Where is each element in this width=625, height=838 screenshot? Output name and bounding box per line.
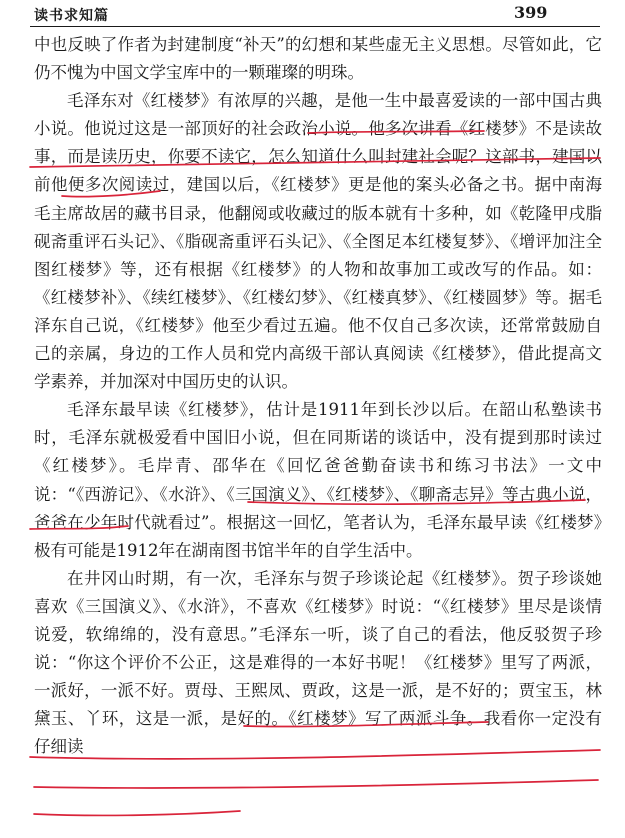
header-title: 读书求知篇 bbox=[34, 8, 109, 24]
paragraph-continued: 中也反映了作者为封建制度“补天”的幻想和某些虚无主义思想。尽管如此，它仍不愧为中国文学宝库中的一颗璀璨的明珠。 bbox=[34, 35, 602, 83]
paragraph-jinggangshan: 在井冈山时期，有一次，毛泽东与贺子珍谈论起《红楼梦》。贺子珍谈她喜欢《三国演义》、《水浒》，不喜欢《红楼梦》时说：“《红楼梦》里尽是谈情说爱，软绵绵的，没有意思。”毛泽东一听，谈了自己的看法，他反驳贺子珍说：“你这个评价不公正，这是难得的一本好书呢！《红楼梦》里写了两派，一派好，一派不好。贾母、王熙凤、贾政，这是一派，是不好的；贾宝玉，林黛玉、丫环，这是一派，是好的。《红楼梦》写了两派斗争。我看你一定没有仔细读 bbox=[34, 568, 602, 757]
underline-mark bbox=[34, 780, 598, 788]
paragraph-first-reading: 毛泽东最早读《红楼梦》，估计是1911年到长沙以后。在韶山私塾读书时，毛泽东就极爱看中国旧小说，但在同斯诺的谈话中，没有提到那时读过《红楼梦》。毛岸青、邵华在《回忆爸爸勤奋读书和练习书法》一文中说：“《西游记》、《水浒》、《三国演义》、《红楼梦》、《聊斋志异》等古典小说，爸爸在少年时代就看过”。根据这一回忆，笔者认为，毛泽东最早读《红楼梦》极有可能是1912年在湖南图书馆半年的自学生活中。 bbox=[34, 400, 602, 560]
text-body bbox=[34, 31, 602, 761]
running-header bbox=[0, 0, 625, 28]
page-number: 399 bbox=[514, 3, 548, 22]
paragraph-mao-interest: 毛泽东对《红楼梦》有浓厚的兴趣，是他一生中最喜爱读的一部中国古典小说。他说过这是一部顶好的社会政治小说。他多次讲看《红楼梦》不是读故事，而是读历史，你要不读它，怎么知道什么叫封建社会呢？这部书，建国以前他便多次阅读过，建国以后，《红楼梦》更是他的案头必备之书。据中南海毛主席故居的藏书目录，他翻阅或收藏过的版本就有十多种，如《乾隆甲戌脂砚斋重评石头记》、《脂砚斋重评石头记》、《全图足本红楼复梦》、《增评加注全图红楼梦》等，还有根据《红楼梦》的人物和故事加工或改写的作品。如：《红楼梦补》、《续红楼梦》、《红楼幻梦》、《红楼真梦》、《红楼圆梦》等。据毛泽东自己说，《红楼梦》他至少看过五遍。他不仅自己多次读，还常常鼓励自己的亲属，身边的工作人员和党内高级干部认真阅读《红楼梦》，借此提高文学素养，并加深对中国历史的认识。 bbox=[34, 91, 602, 392]
underline-mark bbox=[34, 811, 240, 815]
header-rule bbox=[30, 26, 600, 27]
